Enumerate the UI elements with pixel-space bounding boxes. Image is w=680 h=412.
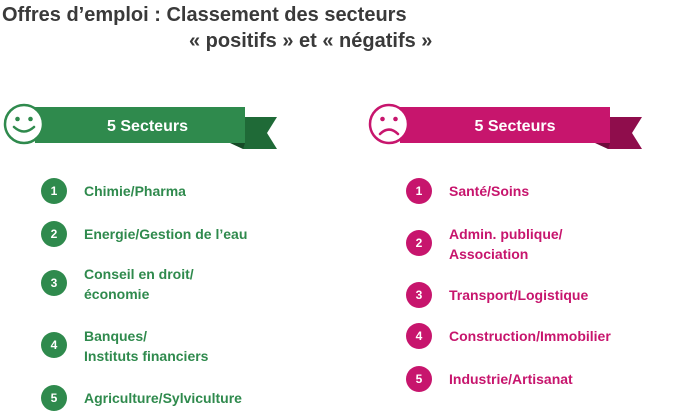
sector-label-line-1: Construction/Immobilier — [449, 328, 611, 344]
smiley-face-icon — [2, 102, 46, 146]
rank-badge: 3 — [41, 270, 67, 296]
rank-badge: 5 — [41, 385, 67, 411]
sector-label-line-1: Chimie/Pharma — [84, 183, 186, 199]
sector-label-line-1: Admin. publique/ — [449, 226, 563, 242]
rank-badge: 2 — [41, 221, 67, 247]
sector-label — [449, 224, 563, 264]
positive-banner — [0, 100, 290, 160]
sector-label-line-1: Santé/Soins — [449, 183, 530, 199]
sector-label-line-1: Transport/Logistique — [449, 287, 589, 303]
sector-label — [449, 181, 529, 201]
sector-label — [84, 388, 242, 408]
sector-label-line-1: Agriculture/Sylviculture — [84, 390, 242, 406]
sector-label — [449, 285, 588, 305]
sector-label — [84, 326, 208, 366]
sector-label-line-2: Association — [449, 246, 529, 262]
page-title — [2, 2, 432, 54]
negative-sectors-panel — [365, 100, 655, 387]
negative-banner-label: 5 Secteurs — [474, 118, 556, 135]
rank-badge: 4 — [406, 323, 432, 349]
negative-banner — [365, 100, 655, 160]
sector-label-line-1: Conseil en droit/ — [84, 266, 194, 282]
sector-label-line-1: Energie/Gestion de l’eau — [84, 226, 248, 242]
sector-label — [84, 224, 247, 244]
sector-label — [449, 369, 573, 389]
rank-badge: 1 — [406, 178, 432, 204]
rank-badge: 3 — [406, 282, 432, 308]
sector-label — [84, 181, 186, 201]
sad-face-icon — [367, 102, 411, 146]
title-line-1: Offres d’emploi : Classement des secteurs — [2, 4, 407, 26]
rank-badge: 1 — [41, 178, 67, 204]
title-line-2: « positifs » et « négatifs » — [189, 30, 433, 52]
positive-banner-label: 5 Secteurs — [107, 118, 188, 135]
sector-label-line-1: Banques/ — [84, 328, 148, 344]
rank-badge: 2 — [406, 230, 432, 256]
rank-badge: 4 — [41, 332, 67, 358]
sector-label-line-2: Instituts financiers — [84, 348, 209, 364]
sector-label-line-2: économie — [84, 286, 150, 302]
rank-badge: 5 — [406, 366, 432, 392]
sector-label — [84, 264, 194, 304]
sector-label — [449, 326, 611, 346]
positive-sectors-panel — [0, 100, 290, 406]
sector-label-line-1: Industrie/Artisanat — [449, 371, 573, 387]
